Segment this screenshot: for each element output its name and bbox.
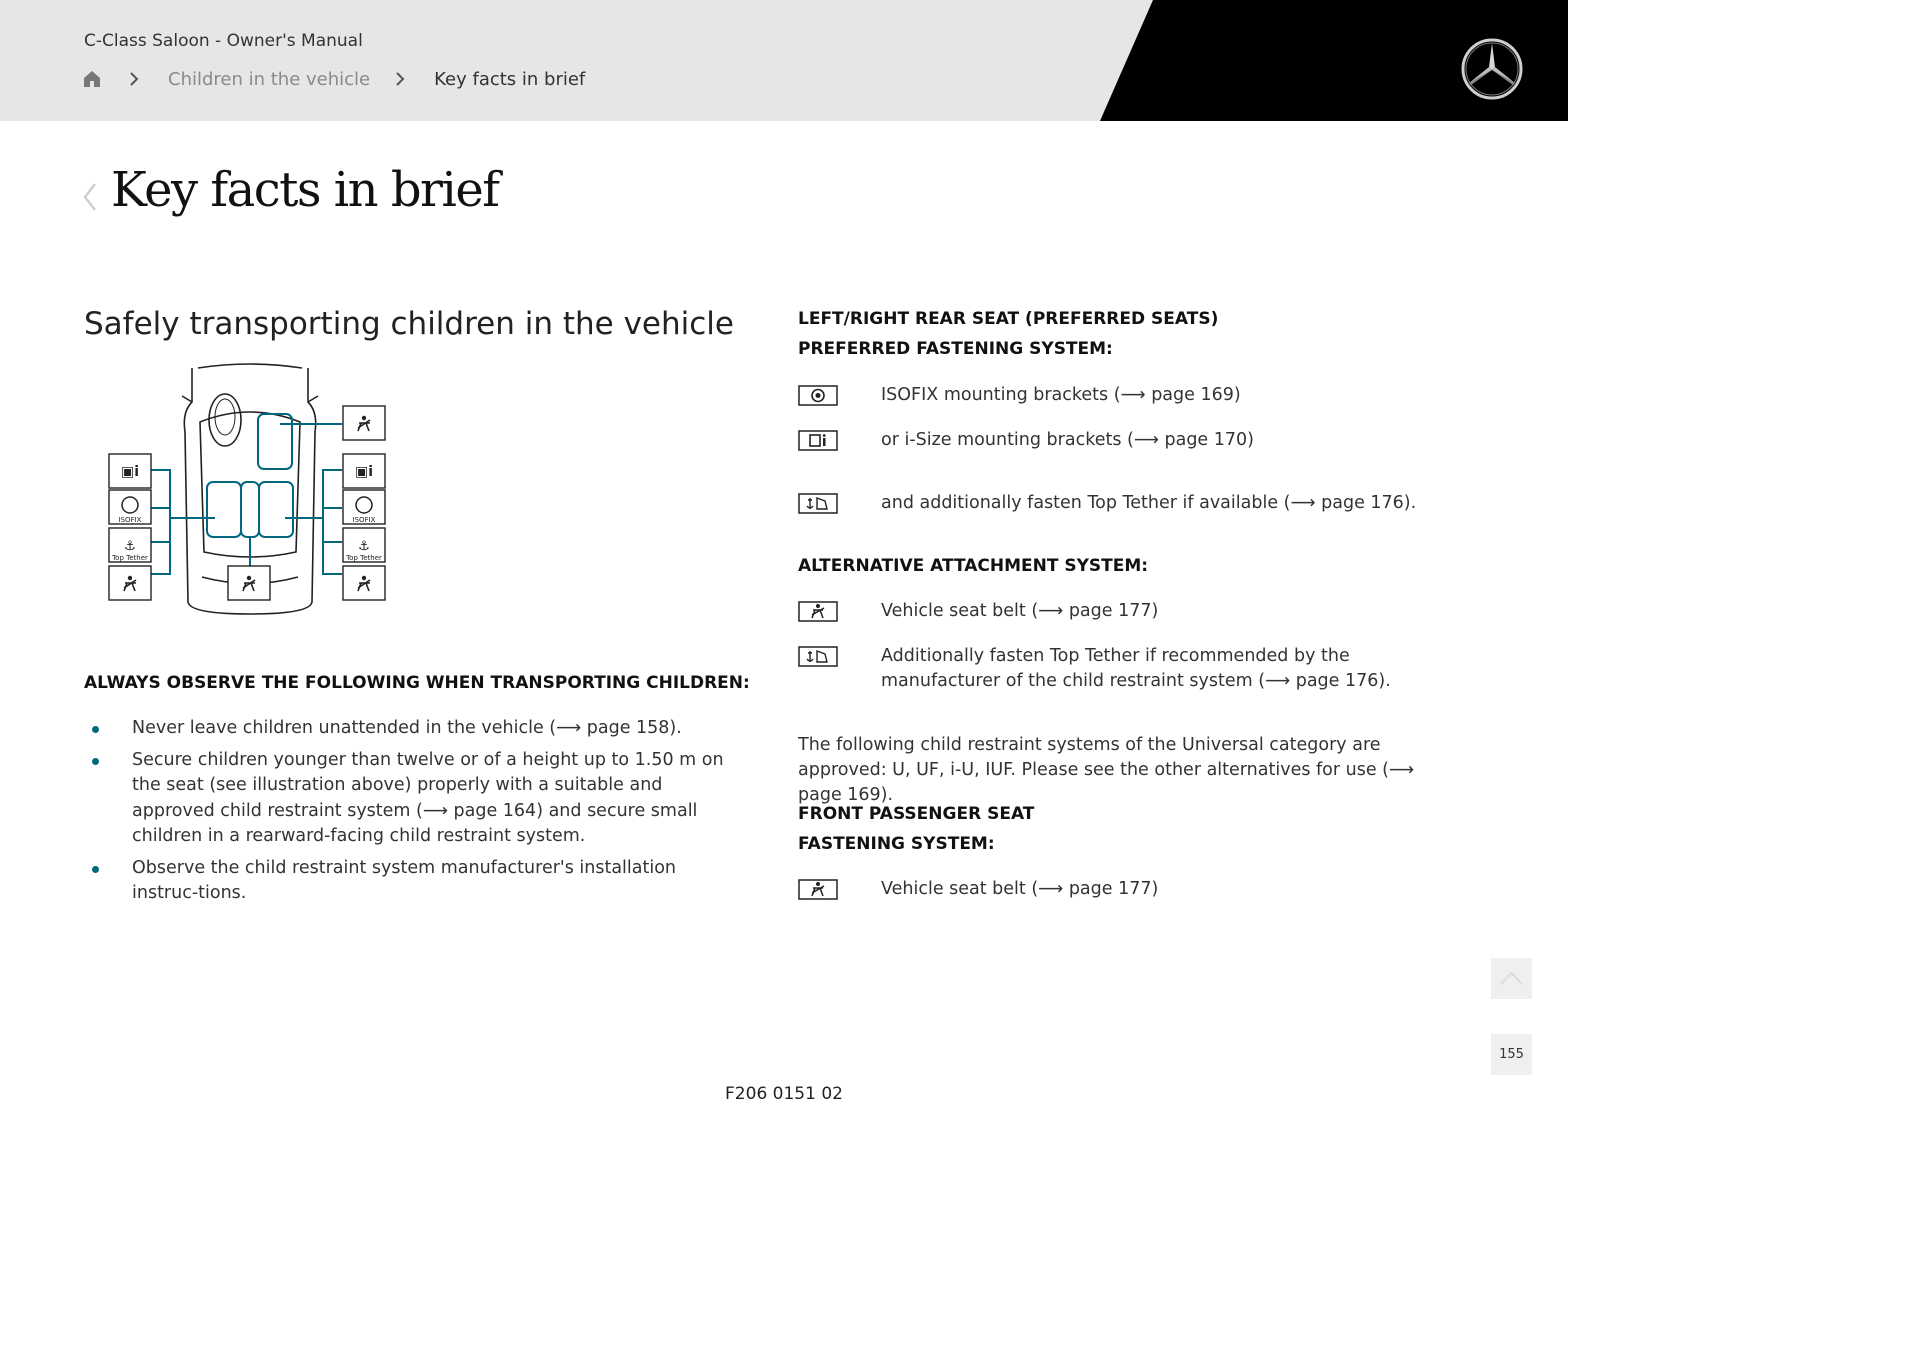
section-title: Safely transporting children in the vehicle [84,306,734,342]
rear-left-seat [207,482,241,537]
list-item: Observe the child restraint system manufacturer's installation instruc-tions. [84,856,724,907]
front-fastening-heading: FASTENING SYSTEM: [798,834,995,854]
child-seat-diagram [100,362,400,622]
rear-right-seat [259,482,293,537]
seat-belt-icon [798,879,838,900]
alternative-system-heading: ALTERNATIVE ATTACHMENT SYSTEM: [798,556,1149,576]
front-seat-heading: FRONT PASSENGER SEAT [798,804,1035,824]
manual-title: C-Class Saloon - Owner's Manual [84,31,363,51]
breadcrumb [84,66,585,92]
svg-text:⚓: ⚓ [124,539,136,554]
top-tether-label: Top Tether [112,554,148,562]
rear-seat-heading: LEFT/RIGHT REAR SEAT (PREFERRED SEATS) [798,309,1219,329]
page-number: 155 [1499,1047,1524,1062]
breadcrumb-link-children[interactable]: Children in the vehicle [168,68,371,90]
svg-text:▣i: ▣i [354,464,374,480]
universal-category-note: The following child restraint systems of the Universal category are approved: U, UF, i-U, IUF. Please see the other alternatives for use (⟶ page 169). [798,735,1415,805]
scroll-to-top-button[interactable] [1491,958,1532,999]
home-icon[interactable] [84,70,100,88]
page-number-button[interactable] [1491,1034,1532,1075]
preferred-system-heading: PREFERRED FASTENING SYSTEM: [798,339,1113,359]
back-chevron-icon[interactable] [82,181,98,213]
front-passenger-seat [258,414,292,469]
svg-text:▣i: ▣i [120,464,140,480]
chevron-right-icon [128,71,140,87]
top-tether-icon [798,646,838,667]
document-code: F206 0151 02 [725,1084,843,1104]
rear-center-seat [241,482,259,537]
list-item: Secure children younger than twelve or of a height up to 1.50 m on the seat (see illustration above) properly with a suitable and approved child restraint system (⟶ page 164) and secure small children in a rearward-facing child restraint system. [84,748,724,850]
chevron-right-icon [394,71,406,87]
brand-star-logo-icon[interactable] [1460,37,1524,101]
list-item: Never leave children unattended in the vehicle (⟶ page 158). [84,716,724,742]
safety-bullet-list [84,716,724,913]
svg-text:⚓: ⚓ [358,539,370,554]
always-observe-heading: ALWAYS OBSERVE THE FOLLOWING WHEN TRANSPORTING CHILDREN: [84,673,750,693]
chevron-up-icon [1491,958,1532,999]
top-tether-icon [798,493,838,514]
top-tether-label: Top Tether [346,554,382,562]
isofix-label: ISOFIX [352,516,376,524]
isofix-label: ISOFIX [118,516,142,524]
page-title: Key facts in brief [111,162,499,218]
isofix-icon [798,385,838,406]
seat-belt-icon [798,601,838,622]
breadcrumb-current: Key facts in brief [434,68,586,90]
isize-icon [798,430,838,451]
